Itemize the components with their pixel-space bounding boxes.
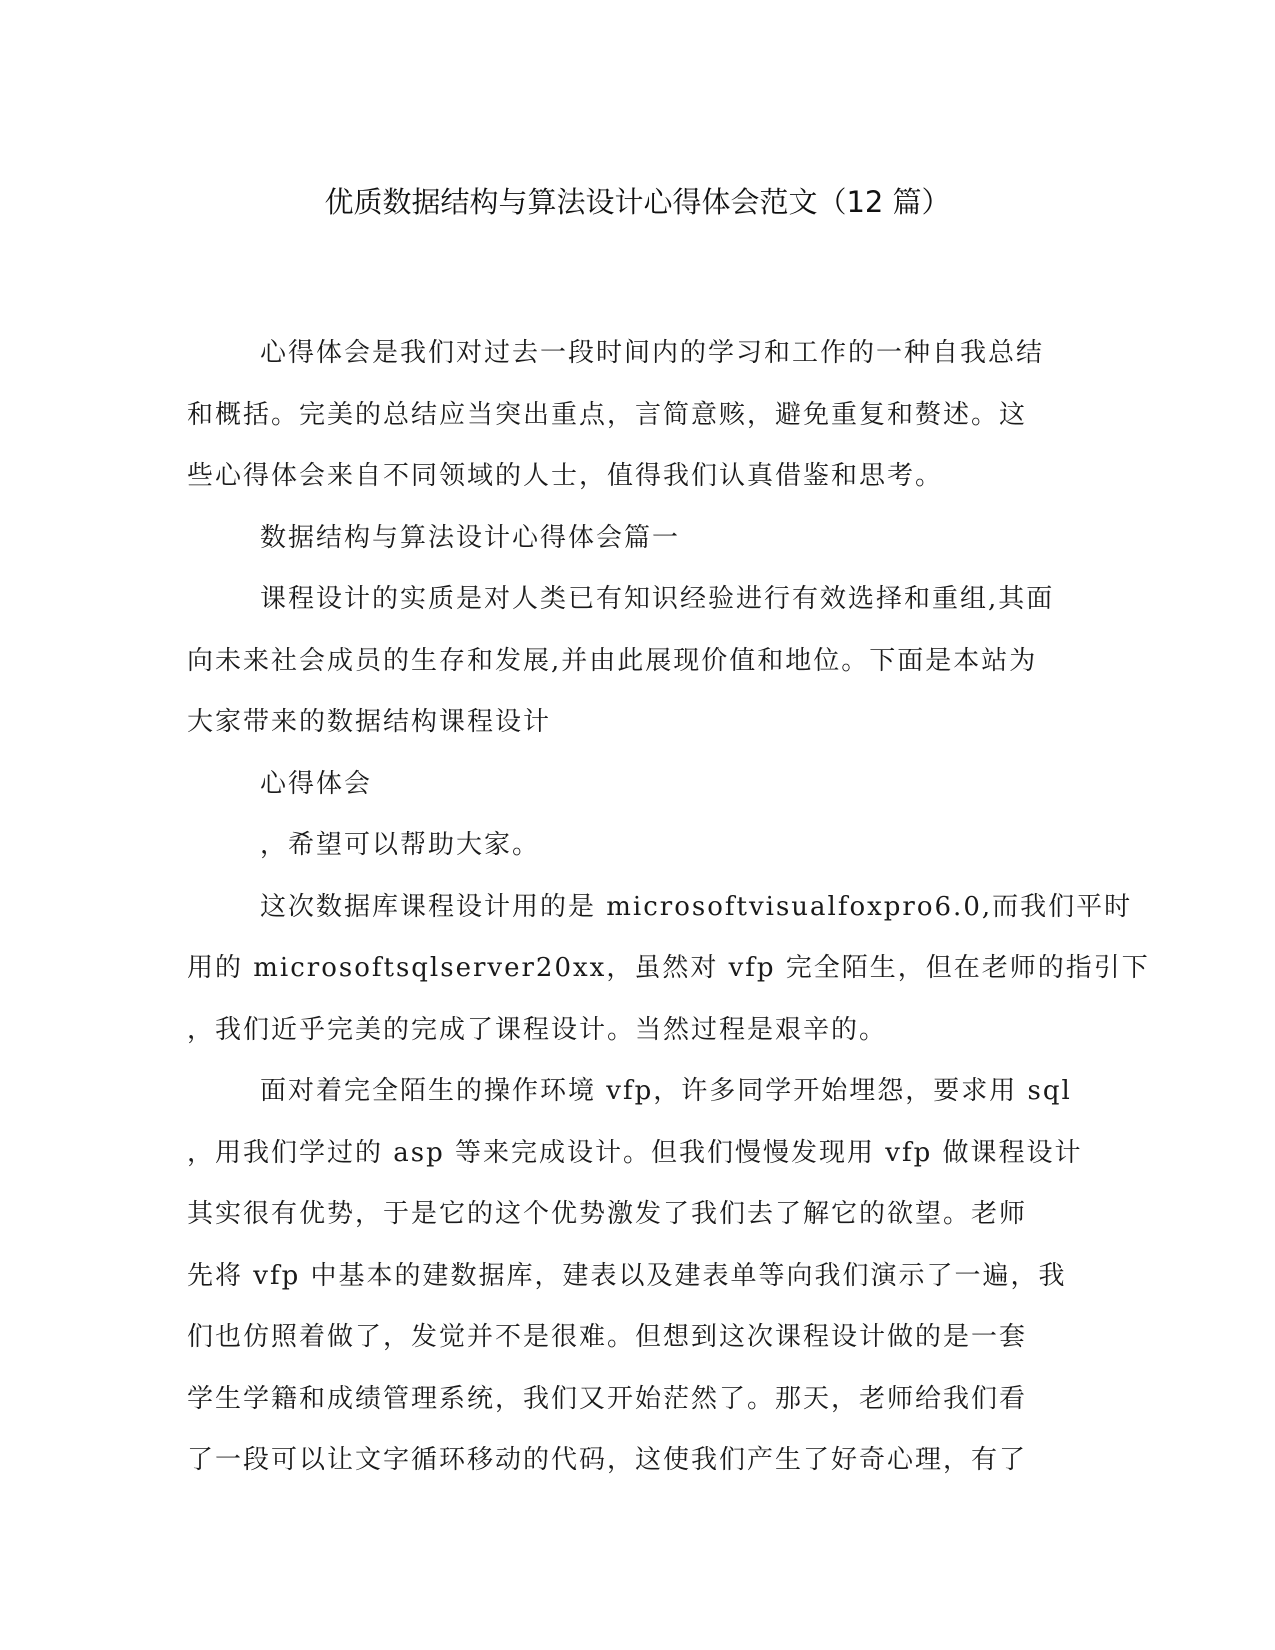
paragraph-hope bbox=[187, 815, 1073, 877]
text-line: 了一段可以让文字循环移动的代码，这使我们产生了好奇心理，有了 bbox=[187, 1445, 1028, 1475]
text-line: 们也仿照着做了，发觉并不是很难。但想到这次课程设计做的是一套 bbox=[187, 1322, 1028, 1352]
text-line: 用的 microsoftsqlserver20xx，虽然对 vfp 完全陌生，但在老师的指引下 bbox=[187, 953, 1150, 983]
paragraph-vfp-intro bbox=[187, 877, 1150, 1062]
text-line: ，用我们学过的 asp 等来完成设计。但我们慢慢发现用 vfp 做课程设计 bbox=[187, 1137, 1083, 1168]
text-line: 这次数据库课程设计用的是 microsoftvisualfoxpro6.0,而我们平时 bbox=[260, 891, 1133, 922]
text-line: 面对着完全陌生的操作环境 vfp，许多同学开始埋怨，要求用 sql bbox=[260, 1076, 1072, 1106]
text-line: 先将 vfp 中基本的建数据库，建表以及建表单等向我们演示了一遍，我 bbox=[187, 1260, 1067, 1291]
text-line: 课程设计的实质是对人类已有知识经验进行有效选择和重组,其面 bbox=[260, 584, 1055, 614]
paragraph-heading-fragment bbox=[187, 754, 1073, 816]
document-title: 优质数据结构与算法设计心得体会范文（12 篇） bbox=[324, 185, 951, 219]
text-line: ，希望可以帮助大家。 bbox=[260, 830, 541, 860]
paragraph-course-design bbox=[187, 569, 1073, 754]
paragraph-intro bbox=[187, 323, 1073, 508]
text-line: 和概括。完美的总结应当突出重点，言简意赅，避免重复和赘述。这 bbox=[187, 399, 1028, 430]
text-line: ，我们近乎完美的完成了课程设计。当然过程是艰辛的。 bbox=[187, 1014, 888, 1045]
text-line: 向未来社会成员的生存和发展,并由此展现价值和地位。下面是本站为 bbox=[187, 645, 1038, 676]
text-line: 其实很有优势，于是它的这个优势激发了我们去了解它的欲望。老师 bbox=[187, 1199, 1028, 1229]
text-line: 学生学籍和成绩管理系统，我们又开始茫然了。那天，老师给我们看 bbox=[187, 1383, 1028, 1414]
paragraph-vfp-experience bbox=[187, 1061, 1083, 1492]
text-line: 些心得体会来自不同领域的人士，值得我们认真借鉴和思考。 bbox=[187, 461, 944, 491]
text-line: 大家带来的数据结构课程设计 bbox=[187, 707, 552, 737]
text-line: 数据结构与算法设计心得体会篇一 bbox=[260, 522, 681, 553]
text-line: 心得体会是我们对过去一段时间内的学习和工作的一种自我总结 bbox=[260, 338, 1045, 368]
text-line: 心得体会 bbox=[260, 768, 373, 799]
document-body bbox=[187, 323, 1150, 1492]
section-heading bbox=[187, 508, 1073, 570]
